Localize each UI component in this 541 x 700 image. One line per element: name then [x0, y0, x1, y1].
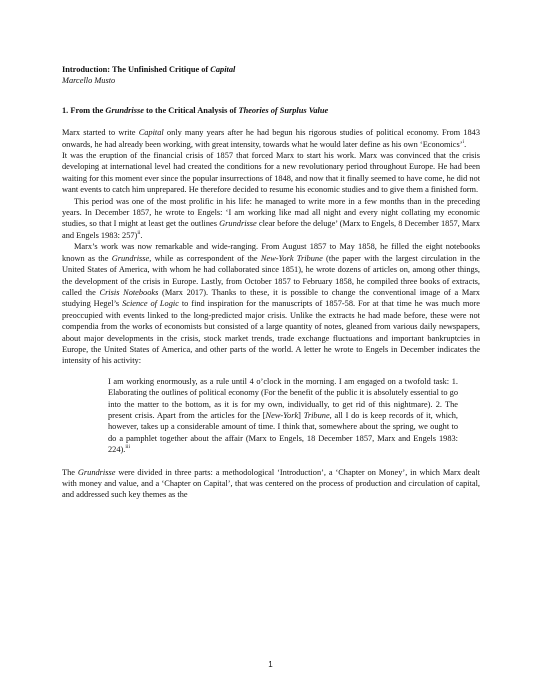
text-run: were divided in three parts: a methodological ‘Introduction’, a ‘Chapter on Money’, in which Marx dealt with money and value, and a ‘Chapter on Capital’, that was centered on the process of production and circulation of capital, and addressed such key themes as the: [62, 467, 480, 500]
text-run: .: [140, 230, 143, 240]
footnote-marker[interactable]: i: [462, 138, 465, 145]
paragraph-3: [62, 196, 480, 242]
block-quote: [108, 376, 458, 456]
footnote-marker[interactable]: ii: [137, 230, 141, 237]
text-run: ]: [298, 410, 304, 420]
paragraph-4: [62, 241, 480, 366]
text-run: I am working enormously, as a rule until 4 o’clock in the morning. I am engaged on a twofold task: 1. Elaborating the outlines of political economy (For the benefit of the public it is absolutely essential to go into the matter to the bottom, as it is for my own, individually, to get rid of this nightmare). 2. The present crisis. Apart from the articles for the [: [108, 376, 458, 420]
text-run: to find inspiration for the manuscripts of 1857-58. For at that time he was much more preoccupied with events linked to the long-predicted major crisis. Unlike the extracts he had made before, these were not compendia from the works of economists but consisted of a large quantity of notes, gleaned from various daily newspapers, about major developments in the crisis, stock market trends, trade exchange fluctuations and important bankruptcies in Europe, the United States of America, and other parts of the world. A letter he wrote to Engels in December indicates the intensity of his activity:: [62, 299, 480, 366]
text-run: , all I do is keep records of it, which, however, takes up a considerable amount of time. I think that, somewhere about the spring, we ought to do a pamphlet together about the affair (Marx to Engels, 18 December 1857, Marx and Engels 1983: 224).: [108, 410, 458, 455]
text-run: only many years after he had begun his rigorous studies of political economy. From 1843 onwards, he had already been working, with great intensity, towards what he would later define as his own ‘Economics’: [62, 128, 480, 149]
document-body: [62, 64, 480, 501]
footnote-marker[interactable]: iii: [125, 444, 130, 451]
text-run: The: [62, 467, 78, 477]
heading-italic: Grundrisse: [105, 105, 144, 115]
document-title: [62, 64, 480, 75]
heading-part: to the Critical Analysis of: [143, 105, 239, 115]
italic-run: Crisis Notebooks: [99, 287, 159, 297]
text-run: clear before the deluge’ (Marx to Engels, 8 December 1857, Marx and Engels 1983: 257): [62, 219, 480, 240]
heading-part: 1. From the: [62, 105, 106, 115]
italic-run: Capital: [138, 128, 164, 138]
text-run: This period was one of the most prolific in his life: he managed to write more in a few months than in the preceding years. In December 1857, he wrote to Engels: ‘I am working like mad all night and every night collating my economic studies, so that I might at least get the outlines: [62, 196, 480, 229]
title-italic: Capital: [210, 65, 236, 74]
heading-italic: Theories of Surplus Value: [238, 105, 329, 115]
paragraph-2: It was the eruption of the financial crisis of 1857 that forced Marx to start his work. Marx was convinced that the crisis developing at international level had created the conditions for a new revolutionary period throughout Europe. He had been waiting for this moment ever since the popular insurrections of 1848, and now that it finally seemed to have come, he did not want events to catch him unprepared. He therefore decided to resume his economic studies and to give them a finished form.: [62, 151, 481, 195]
text-run: (the paper with the largest circulation in the United States of America, with whom he had collaborated since 1851), he wrote dozens of articles on, among other things, the development of the crisis in Europe. Lastly, from October 1857 to February 1858, he compiled three books of extracts, called the: [62, 253, 480, 297]
title-text: Introduction: The Unfinished Critique of: [62, 65, 211, 74]
text-run: (Marx 2017). Thanks to these, it is possible to change the conventional image of a Marx studying Hegel’s: [62, 287, 480, 309]
author-name: Marcello Musto: [62, 76, 116, 86]
paragraph-1: [62, 127, 480, 150]
italic-run: New-York Tribune: [260, 253, 323, 263]
italic-run: Grundrisse: [219, 219, 257, 229]
text-run: Marx’s work was now remarkable and wide-ranging. From August 1857 to May 1858, he filled the eight notebooks known as the: [62, 242, 480, 263]
paragraph-5: [62, 467, 480, 501]
italic-run: Tribune: [303, 410, 330, 420]
text-run: , while as correspondent of the: [149, 253, 261, 263]
section-heading: [62, 105, 480, 116]
text-run: .: [464, 139, 467, 149]
italic-run: Science of Logic: [122, 299, 179, 309]
italic-run: Grundrisse: [77, 467, 116, 477]
text-run: Marx started to write: [62, 128, 139, 138]
page-number: 1: [268, 660, 273, 669]
italic-run: Grundrisse: [111, 253, 150, 263]
italic-run: New-York: [265, 410, 299, 420]
